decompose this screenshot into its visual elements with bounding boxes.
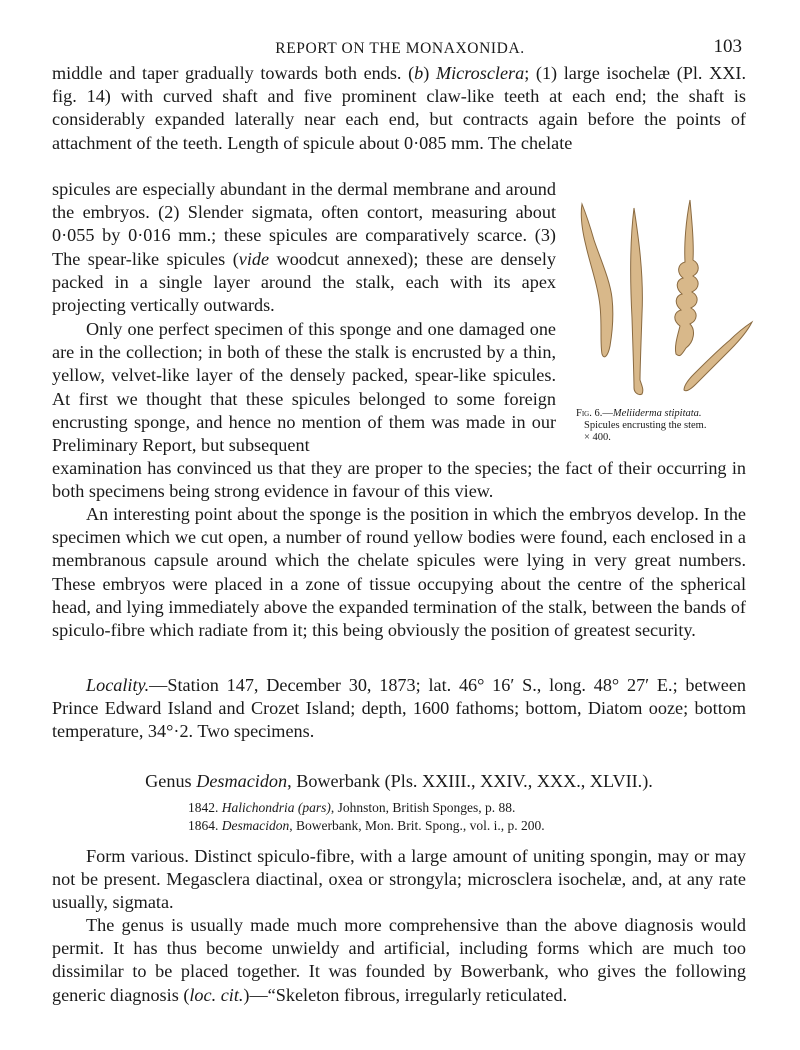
- text-run: )—“Skeleton fibrous, irregularly reticulated.: [243, 984, 568, 1005]
- italic-run: loc. cit.: [189, 984, 244, 1005]
- reference-qualifier: (pars): [294, 800, 331, 815]
- figure-spicules: [572, 194, 760, 452]
- paragraph-specimens-narrow: Only one perfect specimen of this sponge and one damaged one are in the collection; in both of these the stalk is encrusted by a thin, yellow, velvet-like layer of the densely packed, spear-like spicules. At first we thought that these spicules belonged to some foreign encrusting sponge, and hence no mention of them was made in our Preliminary Report, but subsequent: [52, 319, 556, 456]
- paragraph-chelate-spicules: [52, 178, 556, 317]
- genus-heading: [52, 771, 746, 792]
- locality-label: Locality.: [86, 675, 150, 695]
- text-run: —: [602, 408, 613, 419]
- reference-year: 1864.: [188, 818, 222, 833]
- italic-run: Microsclera: [435, 63, 525, 83]
- caption-line-3: × 400.: [584, 432, 611, 443]
- text-run: Genus: [145, 771, 197, 791]
- figure-number: Fig. 6.: [576, 408, 603, 419]
- paragraph-microsclera: [52, 62, 746, 155]
- text-run: —Station 147, December 30, 1873; lat. 46° 16′ S., long. 48° 27′ E.; between Prince Edward Island and Crozet Island; depth, 1600 fathoms; bottom, Diatom ooze; bottom temperature, 34°·2. Two specimens.: [52, 675, 746, 742]
- text-run: middle and taper gradually towards both ends. (: [52, 63, 415, 83]
- text-run: ; (1) large isochelæ (Pl. XXI. fig. 14) with curved shaft and five prominent claw-like teeth at each end; the shaft is considerably expanded laterally near each end, but contracts again before the points of attachment of the teeth. Length of spicule about 0·085 mm. The chelate: [52, 63, 746, 153]
- running-head: [0, 36, 800, 62]
- spicule-beaded: [675, 200, 698, 356]
- text-run: woodcut annexed); these are densely packed in a single layer around the stalk, each with its apex projecting vertically outwards.: [52, 248, 557, 316]
- italic-run: vide: [238, 248, 270, 269]
- paragraph-locality: [52, 674, 746, 744]
- reference-citation: , Bowerbank, Mon. Brit. Spong., vol. i., p. 200.: [289, 818, 545, 833]
- paragraph-diagnosis: Form various. Distinct spiculo-fibre, with a large amount of uniting spongin, may or may not be present. Megasclera diactinal, oxea or strongyla; microsclera isochelæ, and, at any rate usually, sigmata.: [52, 846, 746, 913]
- reference-year: 1842.: [188, 800, 222, 815]
- paragraph-specimens-full: examination has convinced us that they are proper to the species; the fact of their occurring in both specimens being strong evidence in favour of this view.: [52, 458, 746, 502]
- genus-name: Desmacidon: [196, 771, 288, 791]
- paragraph-generic-history: [52, 914, 746, 1007]
- spicule-spear: [631, 208, 643, 395]
- reference-entry: [188, 817, 748, 835]
- running-title: REPORT ON THE MONAXONIDA.: [275, 40, 525, 57]
- reference-taxon: Halichondria: [221, 800, 295, 815]
- reference-entry: [188, 799, 748, 817]
- text-run: , Bowerbank (Pls. XXIII., XXIV., XXX., XLVII.).: [287, 771, 653, 791]
- caption-line-1: [576, 408, 756, 420]
- figure-species-name: Meliiderma: [612, 408, 662, 419]
- spicule-short: [684, 322, 752, 391]
- text-run: spicules are especially abundant in the dermal membrane and around the embryos. (2) Slender sigmata, often contort, measuring about 0·055 by 0·016 mm.; these spicules are comparatively scarce. (3) The spear-like spicules (: [52, 179, 556, 269]
- page-number: 103: [713, 36, 742, 57]
- spicules-illustration: [572, 194, 760, 406]
- italic-run: b: [414, 63, 424, 83]
- reference-taxon: Desmacidon: [221, 818, 290, 833]
- synonymy-references: [188, 799, 748, 835]
- figure-species-epithet: stipitata.: [661, 408, 702, 419]
- figure-caption: [576, 408, 756, 444]
- text-run: ): [423, 63, 436, 83]
- reference-citation: , Johnston, British Sponges, p. 88.: [330, 800, 516, 815]
- spicule-group: [581, 200, 752, 395]
- paragraph-embryos: An interesting point about the sponge is the position in which the embryos develop. In the specimen which we cut open, a number of round yellow bodies were found, each enclosed in a membranous capsule around which the chelate spicules were lying in very great numbers. These embryos were placed in a zone of tissue occupying about the centre of the spherical head, and lying immediately above the expanded termination of the stalk, between the bands of spiculo-fibre which radiate from it; this being obviously the position of greatest security.: [52, 504, 746, 641]
- spicule-curved: [581, 204, 613, 357]
- caption-line-2: Spicules encrusting the stem.: [584, 420, 707, 431]
- text-run: The genus is usually made much more comprehensive than the above diagnosis would permit. It has thus become unwieldy and artificial, including forms which are much too dissimilar to be placed together. It was founded by Bowerbank, who gives the following generic diagnosis (: [52, 915, 746, 1005]
